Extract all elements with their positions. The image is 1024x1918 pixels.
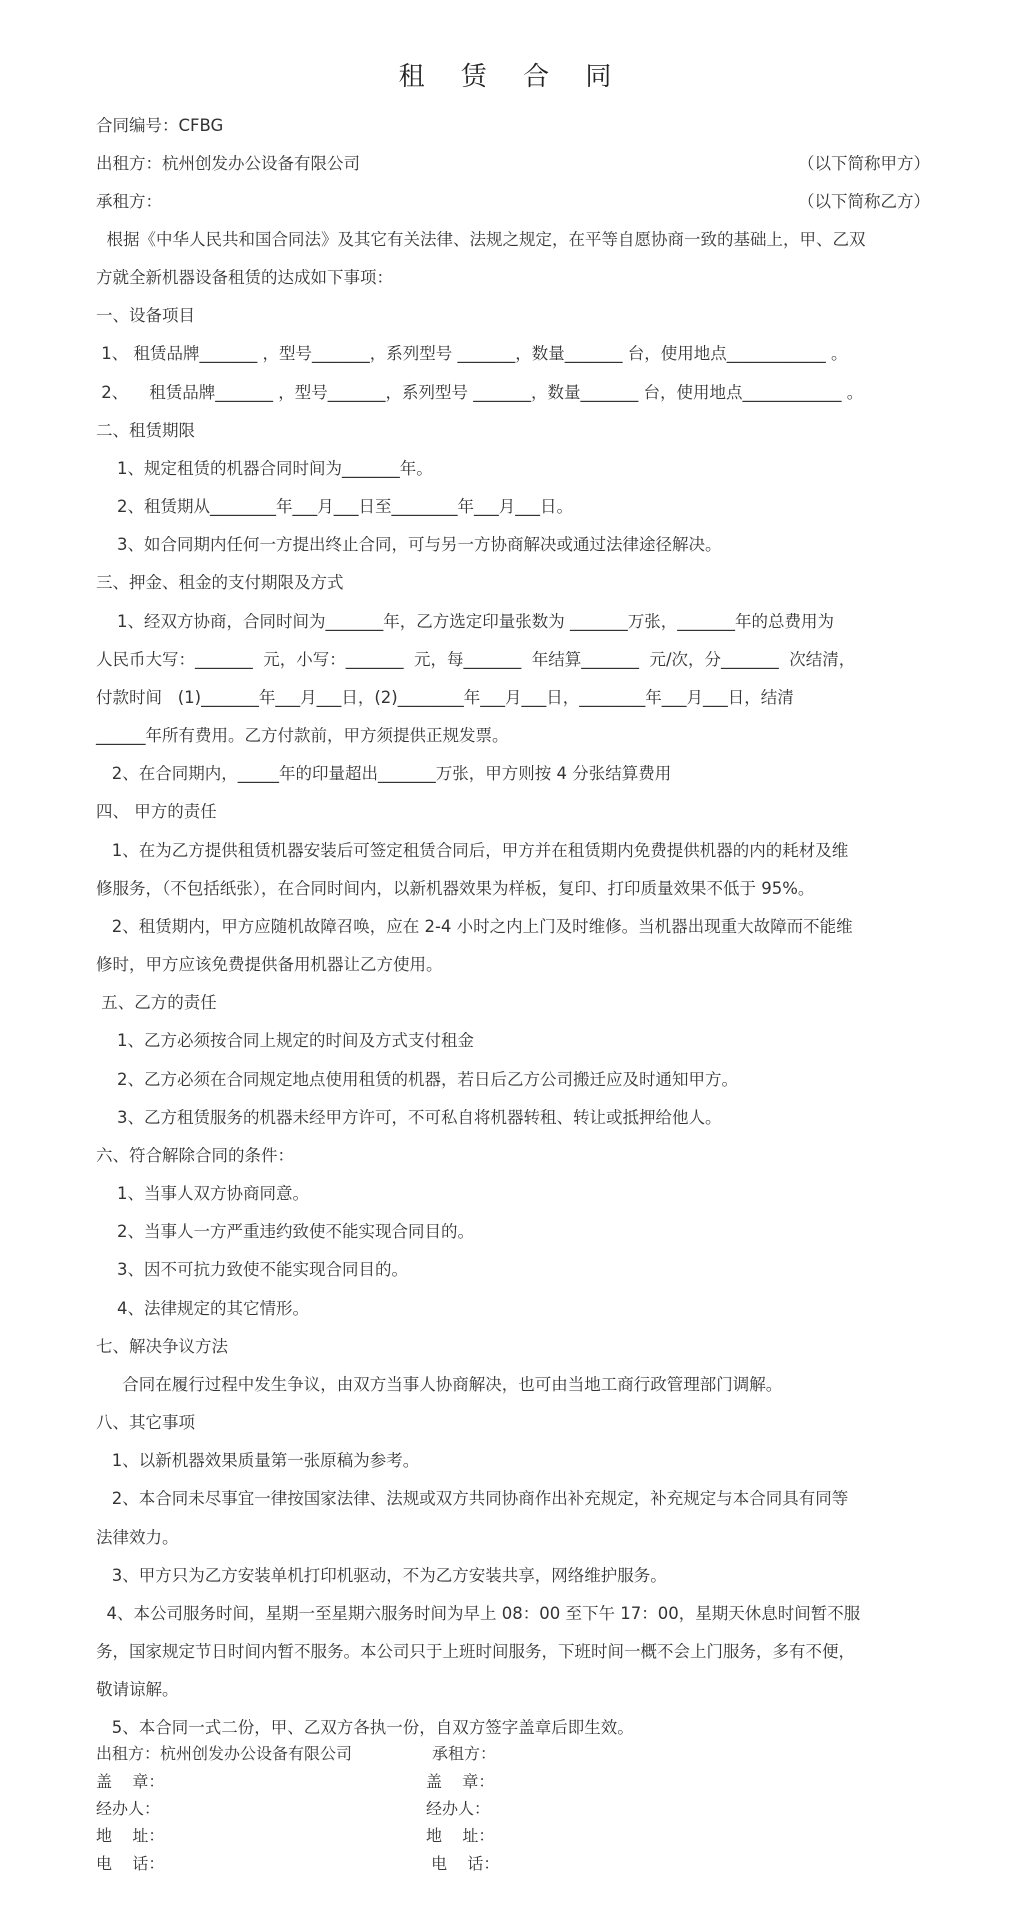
other-line: 1、以新机器效果质量第一张原稿为参考。 [96,1451,420,1470]
lessor-note: （以下简称甲方） [798,154,930,173]
payment-line: 1、经双方协商，合同时间为_______年，乙方选定印量张数为 _______万张，_______年的总费用为 [96,612,834,631]
lessor-duty-line: 修时，甲方应该免费提供备用机器让乙方使用。 [96,955,443,974]
signature-lessor-agent: 经办人： [96,1799,161,1818]
term-item: 2、租赁期从________年___月___日至________年___月___日。 [96,497,573,516]
lessor-line: 出租方：杭州创发办公设备有限公司 [96,154,360,173]
payment-line: ______年所有费用。乙方付款前，甲方须提供正规发票。 [96,726,509,745]
intro-line: 根据《中华人民共和国合同法》及其它有关法律、法规之规定，在平等自愿协商一致的基础上，甲、乙双 [96,230,866,249]
section-heading: 六、符合解除合同的条件： [96,1146,294,1165]
lessee-duty-item: 1、乙方必须按合同上规定的时间及方式支付租金 [96,1031,474,1050]
other-line: 5、本合同一式二份，甲、乙双方各执一份，自双方签字盖章后即生效。 [96,1718,634,1737]
section-heading: 三、押金、租金的支付期限及方式 [96,573,344,592]
signature-lessor-seal: 盖 章： [96,1772,165,1791]
lessee-line: 承租方： [96,192,162,211]
signature-lessee-phone: 电 话： [426,1854,500,1873]
other-line: 3、甲方只为乙方安装单机打印机驱动，不为乙方安装共享，网络维护服务。 [96,1566,667,1585]
term-item: 3、如合同期内任何一方提出终止合同，可与另一方协商解决或通过法律途径解决。 [96,535,722,554]
lessee-note: （以下简称乙方） [798,192,930,211]
section-heading: 七、解决争议方法 [96,1337,228,1356]
equipment-item: 2、 租赁品牌_______ ，型号_______，系列型号 _______，数量_______ 台，使用地点____________ 。 [96,383,864,402]
intro-line: 方就全新机器设备租赁的达成如下事项： [96,268,393,287]
lessee-duty-item: 3、乙方租赁服务的机器未经甲方许可，不可私自将机器转租、转让或抵押给他人。 [96,1108,722,1127]
equipment-item: 1、 租赁品牌_______ ，型号_______，系列型号 _______，数量_______ 台，使用地点____________ 。 [96,344,848,363]
lessor-duty-line: 1、在为乙方提供租赁机器安装后可签定租赁合同后，甲方并在租赁期内免费提供机器的内的耗材及维 [96,841,849,860]
other-line: 2、本合同未尽事宜一律按国家法律、法规或双方共同协商作出补充规定，补充规定与本合同具有同等 [96,1489,849,1508]
contract-title: 租 赁 合 同 [398,62,626,92]
signature-lessee-seal: 盖 章： [426,1772,495,1791]
termination-item: 3、因不可抗力致使不能实现合同目的。 [96,1260,408,1279]
dispute-text: 合同在履行过程中发生争议，由双方当事人协商解决，也可由当地工商行政管理部门调解。 [96,1375,783,1394]
lessor-duty-line: 修服务，（不包括纸张），在合同时间内，以新机器效果为样板，复印、打印质量效果不低于 95%。 [96,879,815,898]
section-heading: 四、 甲方的责任 [96,802,217,821]
signature-lessor-address: 地 址： [96,1826,165,1845]
signature-lessee-agent: 经办人： [426,1799,491,1818]
signature-lessor-name: 出租方：杭州创发办公设备有限公司 [96,1744,353,1763]
signature-lessee-address: 地 址： [426,1826,495,1845]
signature-lessee-name: 承租方： [432,1744,497,1763]
payment-line: 付款时间 (1)_______年___月___日，(2)________年___月___日，________年___月___日，结清 [96,688,794,707]
section-heading: 五、乙方的责任 [96,993,217,1012]
other-line: 4、本公司服务时间，星期一至星期六服务时间为早上 08：00 至下午 17：00，星期天休息时间暂不服 [96,1604,861,1623]
termination-item: 1、当事人双方协商同意。 [96,1184,309,1203]
section-heading: 八、其它事项 [96,1413,195,1432]
termination-item: 2、当事人一方严重违约致使不能实现合同目的。 [96,1222,474,1241]
other-line: 务，国家规定节日时间内暂不服务。本公司只于上班时间服务，下班时间一概不会上门服务，多有不便， [96,1642,855,1661]
payment-line: 人民币大写：_______ 元，小写：_______ 元，每_______ 年结算_______ 元/次，分_______ 次结清， [96,650,856,669]
other-line: 法律效力。 [96,1528,179,1547]
section-heading: 二、租赁期限 [96,421,195,440]
section-heading: 一、设备项目 [96,306,195,325]
termination-item: 4、法律规定的其它情形。 [96,1299,309,1318]
contract-number: 合同编号：CFBG [96,116,224,135]
lessee-duty-item: 2、乙方必须在合同规定地点使用租赁的机器，若日后乙方公司搬迁应及时通知甲方。 [96,1070,738,1089]
signature-lessor-phone: 电 话： [96,1854,165,1873]
payment-line: 2、在合同期内，_____年的印量超出_______万张，甲方则按 4 分张结算费用 [96,764,672,783]
other-line: 敬请谅解。 [96,1680,179,1699]
term-item: 1、规定租赁的机器合同时间为_______年。 [96,459,433,478]
lessor-duty-line: 2、租赁期内，甲方应随机故障召唤，应在 2-4 小时之内上门及时维修。当机器出现重大故障而不能维 [96,917,853,936]
